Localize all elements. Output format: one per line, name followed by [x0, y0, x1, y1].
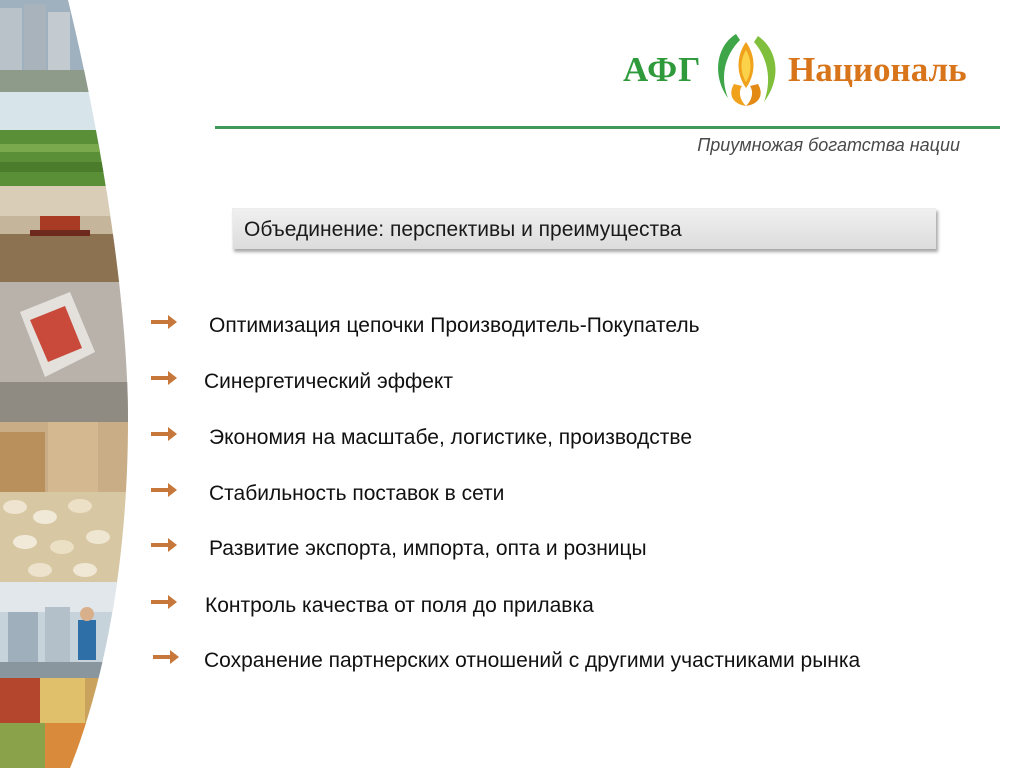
rice-grains-photo — [0, 492, 130, 582]
arrow-right-icon — [150, 482, 178, 498]
tagline: Приумножая богатства нации — [697, 135, 960, 155]
packaging-machine-photo — [0, 282, 130, 422]
section-title-box — [232, 208, 936, 249]
wheat-leaf-emblem-icon — [706, 28, 786, 110]
logo-left-text: АФГ — [623, 50, 702, 89]
bullet-text: Развитие экспорта, импорта, опта и розницы — [209, 537, 647, 560]
combine-harvester-photo — [0, 186, 130, 282]
bullet-item — [150, 594, 850, 624]
arrow-right-icon — [150, 537, 178, 553]
arrow-right-icon — [150, 370, 178, 386]
bullet-text: Синергетический эффект — [204, 370, 453, 393]
green-field-photo — [0, 92, 130, 186]
cardboard-boxes-photo — [0, 422, 130, 492]
mixed-grains-photo — [0, 678, 130, 768]
bullet-text: Стабильность поставок в сети — [209, 482, 505, 505]
bullet-text: Контроль качества от поля до прилавка — [205, 594, 594, 617]
arrow-right-icon — [150, 314, 178, 330]
side-photo-strip — [0, 0, 130, 768]
arrow-right-icon — [150, 426, 178, 442]
arrow-right-icon — [150, 594, 178, 610]
bullet-item — [152, 649, 1012, 679]
bullet-text: Сохранение партнерских отношений с другими участниками рынка — [204, 649, 861, 672]
section-title: Объединение: перспективы и преимущества — [244, 218, 682, 241]
bullet-item — [150, 537, 850, 567]
bullet-item — [150, 482, 850, 512]
bullet-item — [150, 314, 850, 344]
bullet-text: Экономия на масштабе, логистике, производстве — [209, 426, 692, 449]
arrow-right-icon — [152, 649, 180, 665]
bullet-text: Оптимизация цепочки Производитель-Покупатель — [209, 314, 700, 337]
bullet-item — [150, 370, 850, 400]
grain-silos-photo — [0, 0, 130, 92]
company-logo — [620, 28, 1000, 112]
factory-worker-photo — [0, 582, 130, 678]
bullet-item — [150, 426, 850, 456]
logo-right-text: Националь — [788, 50, 967, 89]
header-divider — [215, 126, 1000, 129]
